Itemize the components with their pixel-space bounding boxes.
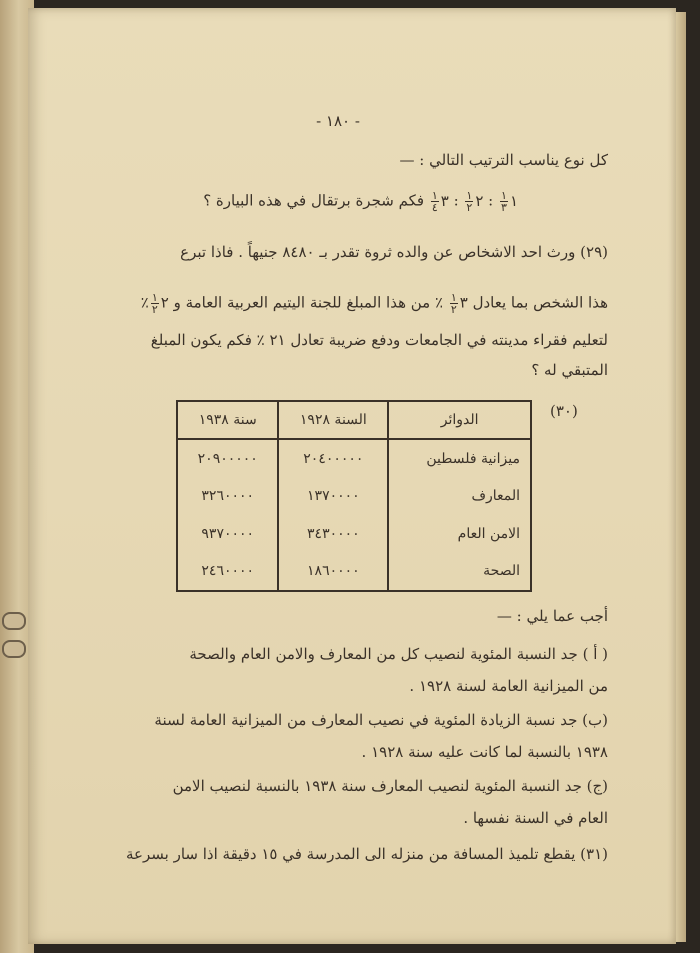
ratio-part-3: ٣ $\frac{١}{٤}$: [431, 189, 449, 214]
table-cell: ٢٠٤٠٠٠٠٠: [278, 439, 388, 478]
table-row: [177, 515, 531, 552]
table-cell: الصحة: [388, 552, 531, 591]
q31-line-1: (٣١) يقطع تلميذ المسافة من منزله الى المدرسة في ١٥ دقيقة اذا سار بسرعة: [126, 845, 608, 863]
table-cell: ٣٤٣٠٠٠٠: [278, 515, 388, 552]
binding-stitch: [2, 640, 26, 658]
table-cell: الامن العام: [388, 515, 531, 552]
book-page: [28, 8, 676, 944]
q29-line-2: هذا الشخص بما يعادل ٣ $\frac{١}{٢}$ ٪ من هذا المبلغ للجنة اليتيم العربية العامة و ٢ $\frac{١}{٢}$ ٪: [140, 291, 608, 316]
table-cell: ٣٢٦٠٠٠٠: [177, 478, 278, 515]
table-header: سنة ١٩٣٨: [177, 401, 278, 439]
table-row: [177, 478, 531, 515]
budget-table: [176, 400, 532, 592]
table-cell: ١٨٦٠٠٠٠: [278, 552, 388, 591]
ratio-separator: :: [448, 191, 459, 210]
page-edge: [676, 12, 686, 942]
table-header-row: [177, 401, 531, 439]
table-row: [177, 552, 531, 591]
table-cell: ٩٣٧٠٠٠٠: [177, 515, 278, 552]
q30-c-line-1: (ج) جد النسبة المئوية لنصيب المعارف سنة ١٩٣٨ بالنسبة لنصيب الامن: [172, 777, 608, 795]
ratio-part-2: ٢ $\frac{١}{٢}$: [466, 189, 484, 214]
table-header: الدوائر: [388, 401, 531, 439]
q29-line-3: لتعليم فقراء مدينته في الجامعات ودفع ضريبة تعادل ٢١ ٪ فكم يكون المبلغ: [150, 331, 608, 349]
table-row: [177, 439, 531, 478]
page-number: - ١٨٠ -: [316, 112, 360, 130]
intro-line: كل نوع يناسب الترتيب التالي : —: [399, 151, 608, 169]
table-header: السنة ١٩٢٨: [278, 401, 388, 439]
q29-line-1: (٢٩) ورث احد الاشخاص عن والده ثروة تقدر بـ ٨٤٨٠ جنيهاً . فاذا تبرع: [180, 243, 608, 261]
table-cell: المعارف: [388, 478, 531, 515]
fraction: $\frac{١}{٢}$: [450, 291, 457, 316]
q30-a-line-1: ( أ ) جد النسبة المئوية لنصيب كل من المعارف والامن العام والصحة: [189, 645, 608, 663]
q29-line-4: المتبقي له ؟: [531, 361, 608, 379]
q30-a-line-2: من الميزانية العامة لسنة ١٩٢٨ .: [409, 677, 608, 695]
fraction: $\frac{١}{٤}$: [431, 189, 438, 214]
fraction: $\frac{١}{٣}$: [501, 189, 507, 214]
answer-prompt: أجب عما يلي : —: [496, 607, 608, 625]
q30-label: (٣٠): [550, 402, 578, 420]
ratio-question: فكم شجرة برتقال في هذه البيارة ؟: [203, 191, 425, 210]
ratio-line: [68, 190, 518, 213]
q30-b-line-2: ١٩٣٨ بالنسبة لما كانت عليه سنة ١٩٢٨ .: [361, 743, 608, 761]
table-cell: ميزانية فلسطين: [388, 439, 531, 478]
ratio-part-1: ١ $\frac{١}{٣}$: [501, 189, 518, 214]
table-cell: ٢٠٩٠٠٠٠٠: [177, 439, 278, 478]
fraction: $\frac{١}{٢}$: [466, 189, 473, 214]
binding-stitch: [2, 612, 26, 630]
fraction: $\frac{١}{٢}$: [151, 291, 158, 316]
q30-c-line-2: العام في السنة نفسها .: [463, 809, 608, 827]
q30-b-line-1: (ب) جد نسبة الزيادة المئوية في نصيب المعارف من الميزانية العامة لسنة: [154, 711, 608, 729]
ratio-separator: :: [483, 191, 494, 210]
table-cell: ٢٤٦٠٠٠٠: [177, 552, 278, 591]
table-cell: ١٣٧٠٠٠٠: [278, 478, 388, 515]
